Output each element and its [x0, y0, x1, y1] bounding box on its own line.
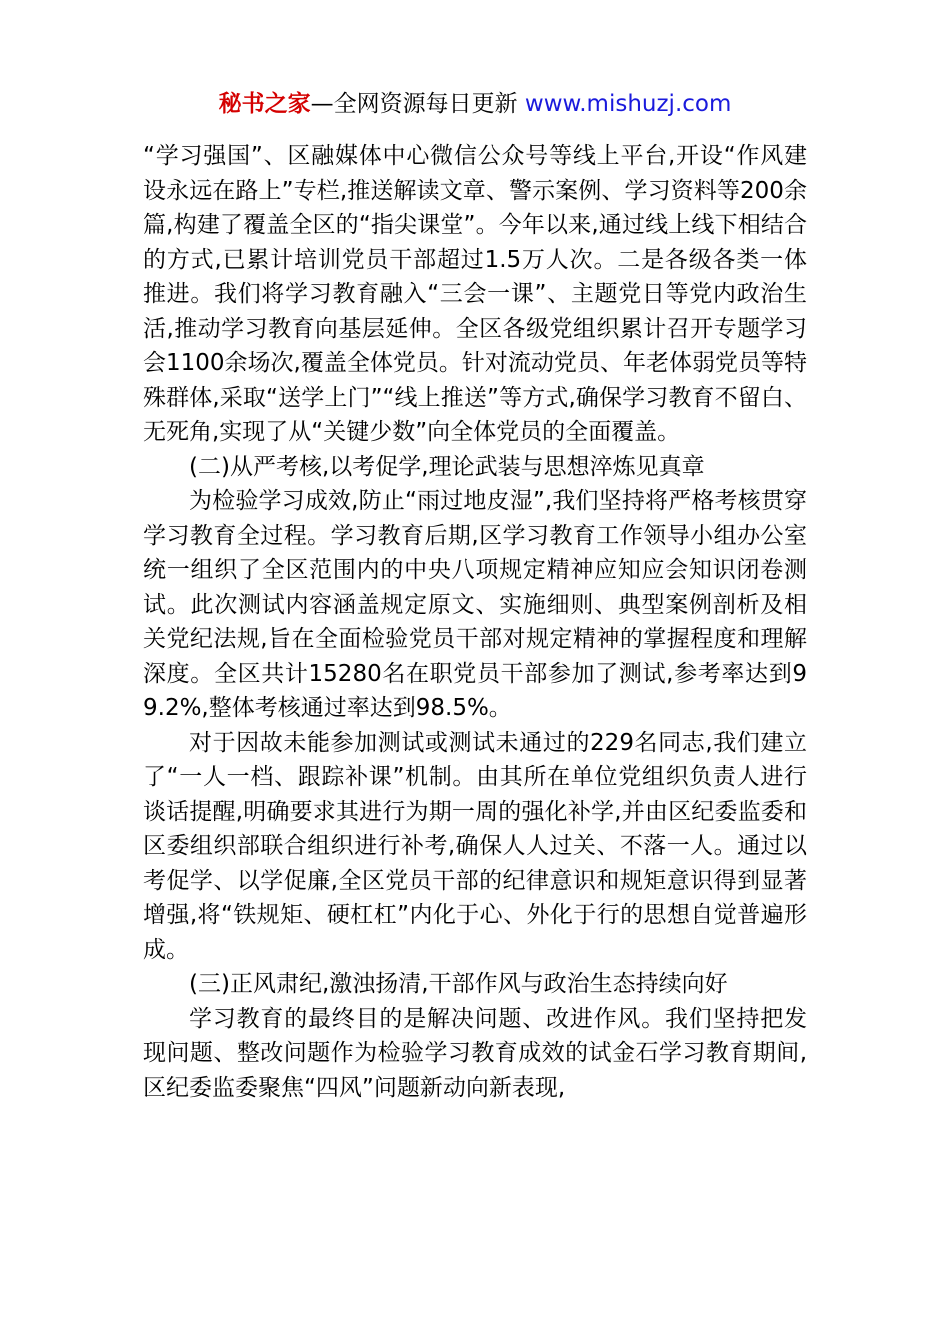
- brand-name: 秘书之家: [218, 91, 311, 117]
- paragraph: 对于因故未能参加测试或测试未通过的229名同志,我们建立了“一人一档、跟踪补课”机制。由其所在单位党组织负责人进行谈话提醒,明确要求其进行为期一周的强化补学,并由区纪委监委和区委组织部联合组织进行补考,确保人人过关、不落一人。通过以考促学、以学促廉,全区党员干部的纪律意识和规矩意识得到显著增强,将“铁规矩、硬杠杠”内化于心、外化于行的思想自觉普遍形成。: [143, 729, 807, 963]
- paragraph-continuation: “学习强国”、区融媒体中心微信公众号等线上平台,开设“作风建设永远在路上”专栏,推送解读文章、警示案例、学习资料等200余篇,构建了覆盖全区的“指尖课堂”。今年以来,通过线上线下相结合的方式,已累计培训党员干部超过1.5万人次。二是各级各类一体推进。我们将学习教育融入“三会一课”、主题党日等党内政治生活,推动学习教育向基层延伸。全区各级党组织累计召开专题学习会1100余场次,覆盖全体党员。针对流动党员、年老体弱党员等特殊群体,采取“送学上门”“线上推送”等方式,确保学习教育不留白、无死角,实现了从“关键少数”向全体党员的全面覆盖。: [143, 143, 807, 445]
- site-header: [0, 86, 950, 122]
- header-tagline: 全网资源每日更新: [333, 91, 518, 117]
- paragraph: 学习教育的最终目的是解决问题、改进作风。我们坚持把发现问题、整改问题作为检验学习教育成效的试金石学习教育期间,区纪委监委聚焦“四风”问题新动向新表现,: [143, 1005, 807, 1101]
- paragraph: 为检验学习成效,防止“雨过地皮湿”,我们坚持将严格考核贯穿学习教育全过程。学习教育后期,区学习教育工作领导小组办公室统一组织了全区范围内的中央八项规定精神应知应会知识闭卷测试。此次测试内容涵盖规定原文、实施细则、典型案例剖析及相关党纪法规,旨在全面检验党员干部对规定精神的掌握程度和理解深度。全区共计15280名在职党员干部参加了测试,参考率达到99.2%,整体考核通过率达到98.5%。: [143, 488, 807, 721]
- document-body: [143, 139, 807, 1105]
- section-heading-3: (三)正风肃纪,激浊扬清,干部作风与政治生态持续向好: [189, 971, 728, 997]
- section-heading-2: (二)从严考核,以考促学,理论武装与思想淬炼见真章: [189, 453, 705, 480]
- header-separator: —: [310, 91, 334, 117]
- header-url-link[interactable]: www.mishuzj.com: [524, 91, 732, 117]
